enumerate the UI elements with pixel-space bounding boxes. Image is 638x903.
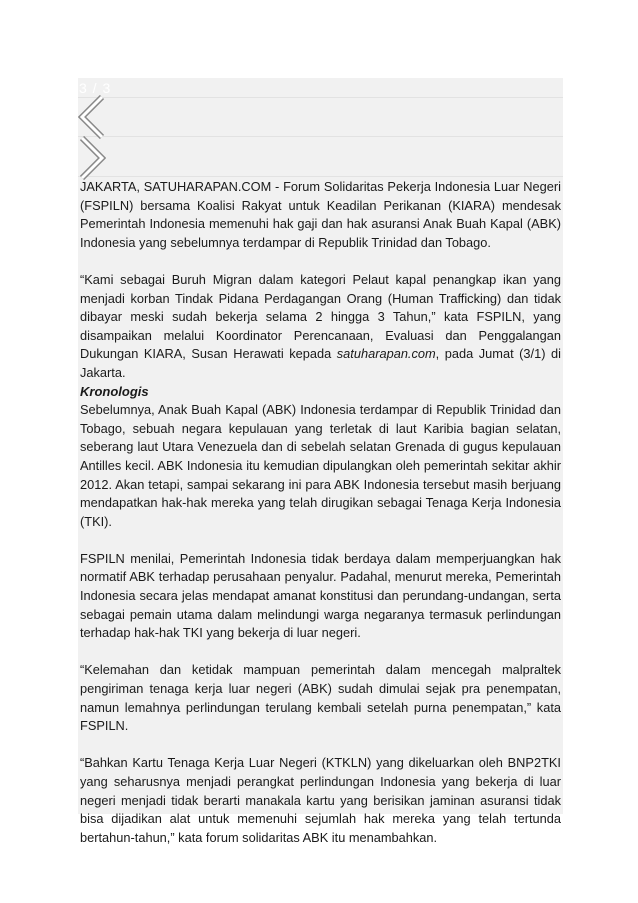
quote-text: “Kami sebagai Buruh Migran dalam kategori Pelaut kapal penangkap ikan yang menjadi korban Tindak Pidana Perdagangan Orang (Human Trafficking) dan tidak dibayar meski sudah bekerja selama 2 hingga 3 Tahun,” kata FSPILN, yang disampaikan melalui Koordinator Perencanaan, Evaluasi dan Penggalangan Dukungan KIARA, Susan Herawati kepada [80, 271, 561, 362]
section-heading: Kronologis [80, 383, 149, 399]
article-body [80, 178, 561, 847]
slide-counter: 3 / 3 [79, 80, 112, 96]
divider [78, 136, 563, 137]
divider [78, 97, 563, 98]
paragraph-chronology: Sebelumnya, Anak Buah Kapal (ABK) Indonesia terdampar di Republik Trinidad dan Tobago, sebuah negara kepulauan yang terletak di laut Karibia bagian selatan, seberang laut Utara Venezuela dan di sebelah selatan Grenada di gugus kepulauan Antilles kecil. ABK Indonesia itu kemudian dipulangkan oleh pemerintah sekitar akhir 2012. Akan tetapi, sampai sekarang ini para ABK Indonesia tersebut masih berjuang mendapatkan hak-hak mereka yang telah dirugikan sebagai Tenaga Kerja Indonesia (TKI). [80, 402, 561, 529]
divider [78, 176, 563, 177]
paragraph-intro: JAKARTA, SATUHARAPAN.COM - Forum Solidaritas Pekerja Indonesia Luar Negeri (FSPILN) bersama Koalisi Rakyat untuk Keadilan Perikanan (KIARA) mendesak Pemerintah Indonesia memenuhi hak gaji dan hak asuransi Anak Buah Kapal (ABK) Indonesia yang sebelumnya terdampar di Republik Trinidad dan Tobago. [80, 179, 561, 250]
quote-text-end: , pada Jumat (3/1) di Jakarta. [80, 346, 561, 380]
chevron-right-icon [78, 136, 106, 180]
paragraph-weakness: “Kelemahan dan ketidak mampuan pemerintah dalam mencegah malpraltek pengiriman tenaga kerja luar negeri (ABK) sudah dimulai sejak pra penempatan, namun lemahnya perlindungan terulang kembali setelah purna penempatan,” kata FSPILN. [80, 662, 561, 734]
paragraph-assessment: FSPILN menilai, Pemerintah Indonesia tidak berdaya dalam memperjuangkan hak normatif ABK terhadap perusahaan penyalur. Padahal, menurut mereka, Pemerintah Indonesia secara jelas mendapat amanat konstitusi dan perundang-undangan, serta sebagai pemain utama dalam melindungi warga negaranya termasuk perlindungan terhadap hak-hak TKI yang bekerja di luar negeri. [80, 550, 561, 641]
prev-slide-button[interactable] [78, 95, 106, 139]
next-slide-button[interactable] [78, 136, 106, 180]
paragraph-quote [80, 271, 561, 383]
chevron-left-icon [78, 95, 106, 139]
source-site: satuharapan.com [336, 346, 436, 362]
paragraph-ktkln: “Bahkan Kartu Tenaga Kerja Luar Negeri (KTKLN) yang dikeluarkan oleh BNP2TKI yang seharusnya menjadi perangkat perlindungan Indonesia yang bekerja di luar negeri menjadi tidak berarti manakala kartu yang berisikan jaminan asuransi tidak bisa dijadikan alat untuk memenuhi sejumlah hak mereka yang telah tertunda bertahun-tahun,” kata forum solidaritas ABK itu menambahkan. [80, 755, 561, 845]
